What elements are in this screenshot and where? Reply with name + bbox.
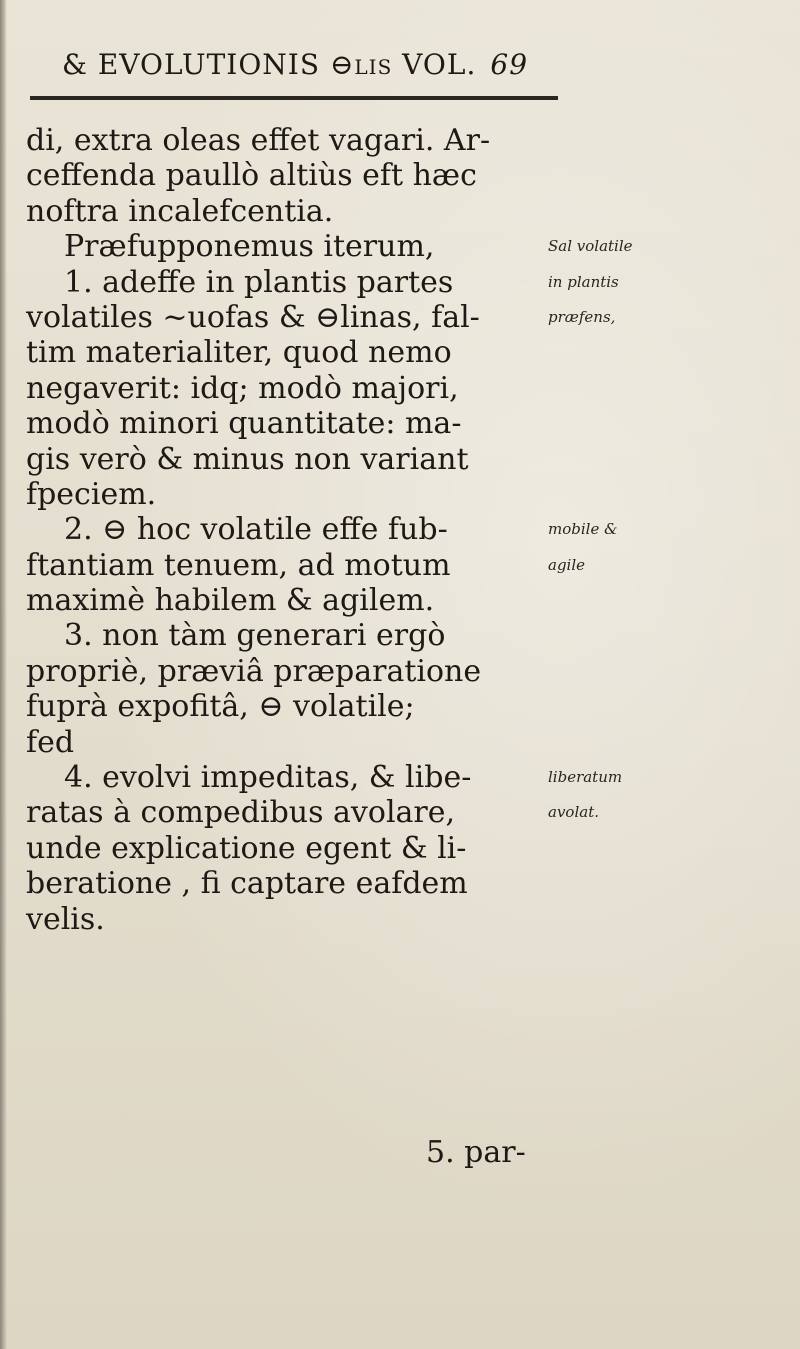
margin-note: agile [548,555,586,574]
catchword: 5. par- [426,1135,526,1170]
text-line: ftantiam tenuem, ad motum [26,547,451,583]
text-line: 2. ⊖ hoc volatile effe fub- [64,512,448,548]
header-rule [30,96,558,100]
page-gutter [0,0,7,1349]
running-header [62,48,528,81]
text-line: propriè, præviâ præparatione [26,653,482,689]
margin-note: in plantis [548,272,619,291]
text-line: gis verò & minus non variant [26,441,469,477]
text-line: noftra incalefcentia. [26,193,334,229]
body-text [26,123,586,937]
text-line: 3. non tàm generari ergò [64,618,446,654]
margin-note: præfens, [548,307,616,326]
page-number: 69 [490,48,529,81]
margin-note: liberatum [548,768,623,787]
header-title: & EVOLUTIONIS ⊖lis VOL. [62,48,477,81]
text-line: 1. adeffe in plantis partes [64,264,454,300]
text-line: fuprà expofitâ, ⊖ volatile; [26,689,415,725]
text-line: di, extra oleas effet vagari. Ar- [26,123,491,158]
text-line: tim materialiter, quod nemo [26,335,452,371]
text-line: unde explicatione egent & li- [26,830,467,866]
text-line: ceffenda paullò altiùs eft hæc [26,158,477,194]
text-line: modò minori quantitate: ma- [26,406,462,442]
margin-notes [548,123,633,831]
text-line: maximè habilem & agilem. [26,583,435,619]
text-line: fpeciem. [26,476,157,512]
text-line: fed [26,724,75,760]
text-line: volatiles ~uofas & ⊖linas, fal- [26,299,480,335]
margin-note: mobile & [548,520,618,539]
text-line: beratione , fi captare eafdem [26,866,468,902]
text-line: negaverit: idq; modò majori, [26,370,459,406]
text-line: ratas à compedibus avolare, [26,795,456,831]
margin-note: Sal volatile [548,237,633,256]
text-line: Præfupponemus iterum, [64,229,435,265]
text-line: velis. [26,901,105,937]
margin-note: avolat. [548,803,599,822]
text-line: 4. evolvi impeditas, & libe- [64,760,472,796]
